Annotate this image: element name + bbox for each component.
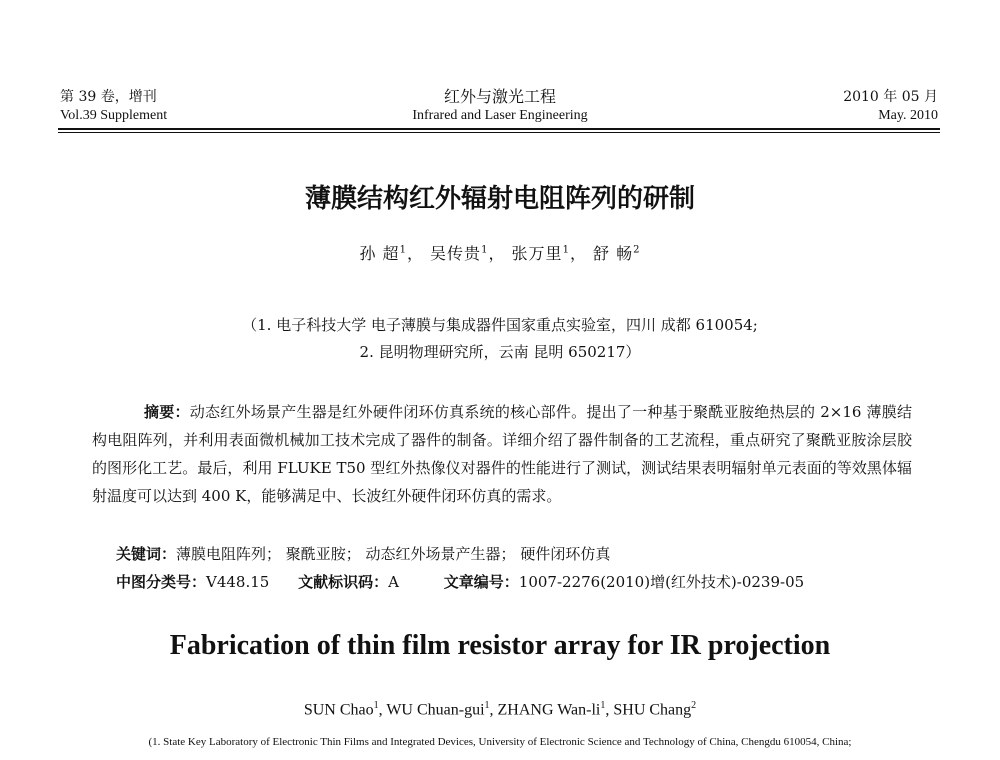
author-affil-mark: 1 (562, 244, 570, 256)
author-affil-mark: 1 (399, 244, 407, 256)
author-affil-mark: 1 (484, 700, 490, 711)
journal-date-en: May. 2010 (878, 108, 938, 123)
author-sep: , (378, 701, 387, 719)
classification-line (116, 571, 804, 592)
journal-name-cn: 红外与激光工程 (443, 87, 556, 106)
author-sep: , (489, 701, 498, 719)
doc-code-value: A (388, 573, 399, 591)
journal-volume-cn: 第 39 卷，增刊 (60, 89, 157, 105)
author-cn: 舒 畅 (593, 244, 634, 263)
author-cn: 吴传贵 (430, 244, 482, 263)
author-sep: ， (406, 244, 424, 263)
header-rule-thin (58, 132, 940, 133)
abstract-block (92, 398, 912, 510)
keywords-line (116, 543, 610, 564)
doc-code-label: 文献标识码： (298, 573, 389, 591)
clc-value: V448.15 (206, 573, 270, 591)
authors-cn (0, 241, 1000, 264)
author-sep: ， (569, 244, 587, 263)
author-en: ZHANG Wan-li (497, 701, 601, 719)
affiliation-cn-line-1: （1. 电子科技大学 电子薄膜与集成器件国家重点实验室，四川 成都 610054; (242, 316, 758, 334)
abstract-paragraph (92, 398, 912, 510)
author-en: WU Chuan-gui (386, 701, 485, 719)
journal-name-en: Infrared and Laser Engineering (412, 108, 588, 123)
author-sep: ， (488, 244, 506, 263)
author-affil-mark: 1 (600, 700, 606, 711)
author-affil-mark: 2 (691, 700, 697, 711)
authors-en (0, 700, 1000, 719)
journal-volume-en: Vol.39 Supplement (60, 108, 168, 123)
journal-date-cn: 2010 年 05 月 (843, 89, 938, 105)
keywords-text: 薄膜电阻阵列； 聚酰亚胺； 动态红外场景产生器； 硬件闭环仿真 (176, 545, 611, 563)
author-en: SHU Chang (613, 701, 692, 719)
affiliation-cn-line-2: 2. 昆明物理研究所，云南 昆明 650217） (359, 343, 641, 361)
article-id-label: 文章编号： (443, 573, 519, 591)
article-id-value: 1007-2276(2010)增(红外技术)-0239-05 (518, 573, 805, 591)
author-affil-mark: 1 (373, 700, 379, 711)
affiliation-en: (1. State Key Laboratory of Electronic Thin Films and Integrated Devices, University of Electronic Science and Technology of China, Chengdu 610054, China; (148, 736, 852, 748)
paper-title-en: Fabrication of thin film resistor array for IR projection (169, 630, 831, 661)
abstract-text: 动态红外场景产生器是红外硬件闭环仿真系统的核心部件。提出了一种基于聚酰亚胺绝热层的 2×16 薄膜结构电阻阵列，并利用表面微机械加工技术完成了器件的制备。详细介绍了器件制备的工艺流程，重点研究了聚酰亚胺涂层胶的图形化工艺。最后，利用 FLUKE T50 型红外热像仪对器件的性能进行了测试，测试结果表明辐射单元表面的等效黑体辐射温度可以达到 400 K，能够满足中、长波红外硬件闭环仿真的需求。 (92, 403, 912, 505)
author-sep: , (605, 701, 614, 719)
author-cn: 张万里 (511, 244, 563, 263)
header-rule-thick (58, 128, 940, 130)
author-affil-mark: 2 (633, 244, 641, 256)
author-en: SUN Chao (303, 701, 374, 719)
author-affil-mark: 1 (481, 244, 489, 256)
clc-label: 中图分类号： (116, 573, 207, 591)
keywords-label: 关键词： (116, 545, 177, 563)
paper-title-cn: 薄膜结构红外辐射电阻阵列的研制 (304, 184, 695, 214)
author-cn: 孙 超 (359, 244, 400, 263)
abstract-label: 摘要： (144, 403, 190, 421)
